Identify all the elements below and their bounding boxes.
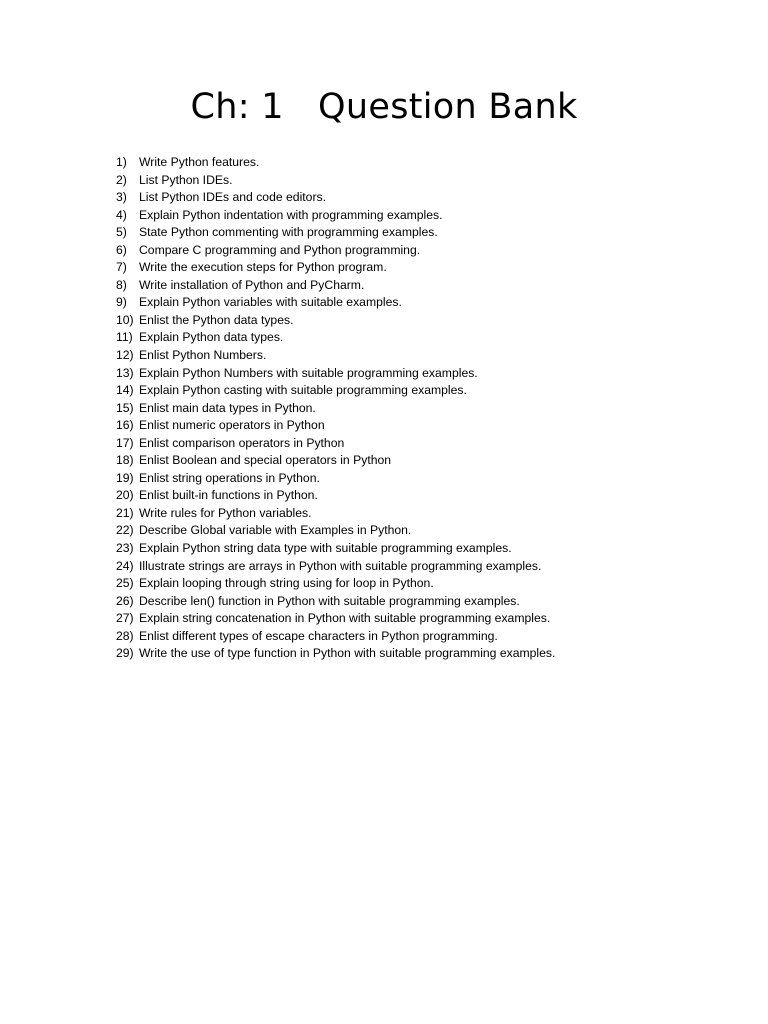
question-item bbox=[116, 207, 676, 225]
question-item bbox=[116, 435, 676, 453]
question-number: 7) bbox=[116, 260, 127, 275]
question-text: Explain Python casting with suitable programming examples. bbox=[139, 383, 467, 398]
question-text: Explain looping through string using for loop in Python. bbox=[139, 576, 434, 591]
question-text: Illustrate strings are arrays in Python with suitable programming examples. bbox=[139, 558, 542, 573]
question-text: Enlist Python Numbers. bbox=[139, 348, 267, 363]
question-number: 15) bbox=[116, 400, 134, 415]
question-number: 4) bbox=[116, 207, 127, 222]
question-item bbox=[116, 575, 676, 593]
question-text: Describe len() function in Python with suitable programming examples. bbox=[139, 593, 520, 608]
question-text: Explain Python data types. bbox=[139, 330, 284, 345]
question-number: 14) bbox=[116, 383, 134, 398]
question-item bbox=[116, 242, 676, 260]
question-text: Explain Python indentation with programming examples. bbox=[139, 207, 443, 222]
question-number: 8) bbox=[116, 277, 127, 292]
question-text: Explain Python string data type with suitable programming examples. bbox=[139, 541, 512, 556]
question-number: 20) bbox=[116, 488, 134, 503]
question-item bbox=[116, 487, 676, 505]
question-text: List Python IDEs and code editors. bbox=[139, 190, 326, 205]
question-item bbox=[116, 259, 676, 277]
question-text: Describe Global variable with Examples in Python. bbox=[139, 523, 412, 538]
question-text: List Python IDEs. bbox=[139, 172, 233, 187]
question-item bbox=[116, 329, 676, 347]
question-item bbox=[116, 417, 676, 435]
question-item bbox=[116, 365, 676, 383]
question-text: Compare C programming and Python programming. bbox=[139, 242, 421, 257]
question-item bbox=[116, 558, 676, 576]
question-item bbox=[116, 172, 676, 190]
question-number: 16) bbox=[116, 418, 134, 433]
question-item bbox=[116, 277, 676, 295]
question-text: Enlist comparison operators in Python bbox=[139, 435, 345, 450]
question-text: Write the execution steps for Python program. bbox=[139, 260, 387, 275]
question-item bbox=[116, 312, 676, 330]
question-text: Write rules for Python variables. bbox=[139, 505, 312, 520]
question-number: 2) bbox=[116, 172, 127, 187]
question-item bbox=[116, 347, 676, 365]
question-number: 28) bbox=[116, 628, 134, 643]
question-number: 13) bbox=[116, 365, 134, 380]
question-number: 11) bbox=[116, 330, 133, 345]
question-item bbox=[116, 470, 676, 488]
question-number: 26) bbox=[116, 593, 134, 608]
question-item bbox=[116, 505, 676, 523]
question-text: Write Python features. bbox=[139, 155, 260, 169]
question-text: Enlist Boolean and special operators in Python bbox=[139, 453, 392, 468]
question-text: Enlist the Python data types. bbox=[139, 312, 294, 327]
question-text: Enlist built-in functions in Python. bbox=[139, 488, 318, 503]
question-number: 22) bbox=[116, 523, 134, 538]
question-item bbox=[116, 400, 676, 418]
question-text: Explain string concatenation in Python with suitable programming examples. bbox=[139, 611, 551, 626]
question-number: 6) bbox=[116, 242, 127, 257]
question-number: 29) bbox=[116, 646, 134, 661]
question-item bbox=[116, 593, 676, 611]
question-text: State Python commenting with programming examples. bbox=[139, 225, 438, 240]
question-text: Write the use of type function in Python with suitable programming examples. bbox=[139, 646, 556, 661]
question-number: 9) bbox=[116, 295, 127, 310]
question-item bbox=[116, 522, 676, 540]
question-number: 19) bbox=[116, 470, 134, 485]
question-list bbox=[116, 154, 676, 663]
question-text: Enlist numeric operators in Python bbox=[139, 418, 325, 433]
question-text: Enlist main data types in Python. bbox=[139, 400, 316, 415]
question-number: 17) bbox=[116, 435, 134, 450]
question-number: 18) bbox=[116, 453, 134, 468]
question-item bbox=[116, 628, 676, 646]
question-number: 21) bbox=[116, 505, 134, 520]
question-item bbox=[116, 610, 676, 628]
question-text: Write installation of Python and PyCharm. bbox=[139, 277, 365, 292]
question-item bbox=[116, 452, 676, 470]
question-number: 27) bbox=[116, 611, 134, 626]
question-text: Explain Python Numbers with suitable programming examples. bbox=[139, 365, 478, 380]
question-text: Enlist different types of escape characters in Python programming. bbox=[139, 628, 498, 643]
question-text: Enlist string operations in Python. bbox=[139, 470, 320, 485]
question-text: Explain Python variables with suitable examples. bbox=[139, 295, 402, 310]
question-item bbox=[116, 540, 676, 558]
question-item bbox=[116, 224, 676, 242]
question-number: 3) bbox=[116, 190, 127, 205]
question-item bbox=[116, 382, 676, 400]
question-number: 1) bbox=[116, 155, 127, 169]
question-number: 25) bbox=[116, 576, 134, 591]
question-item bbox=[116, 189, 676, 207]
question-number: 24) bbox=[116, 558, 134, 573]
question-item bbox=[116, 645, 676, 663]
question-item bbox=[116, 294, 676, 312]
question-number: 10) bbox=[116, 312, 134, 327]
question-item bbox=[116, 154, 676, 172]
question-number: 5) bbox=[116, 225, 127, 240]
question-number: 23) bbox=[116, 541, 134, 556]
page-title: Ch: 1 Question Bank bbox=[190, 87, 578, 127]
question-number: 12) bbox=[116, 348, 134, 363]
